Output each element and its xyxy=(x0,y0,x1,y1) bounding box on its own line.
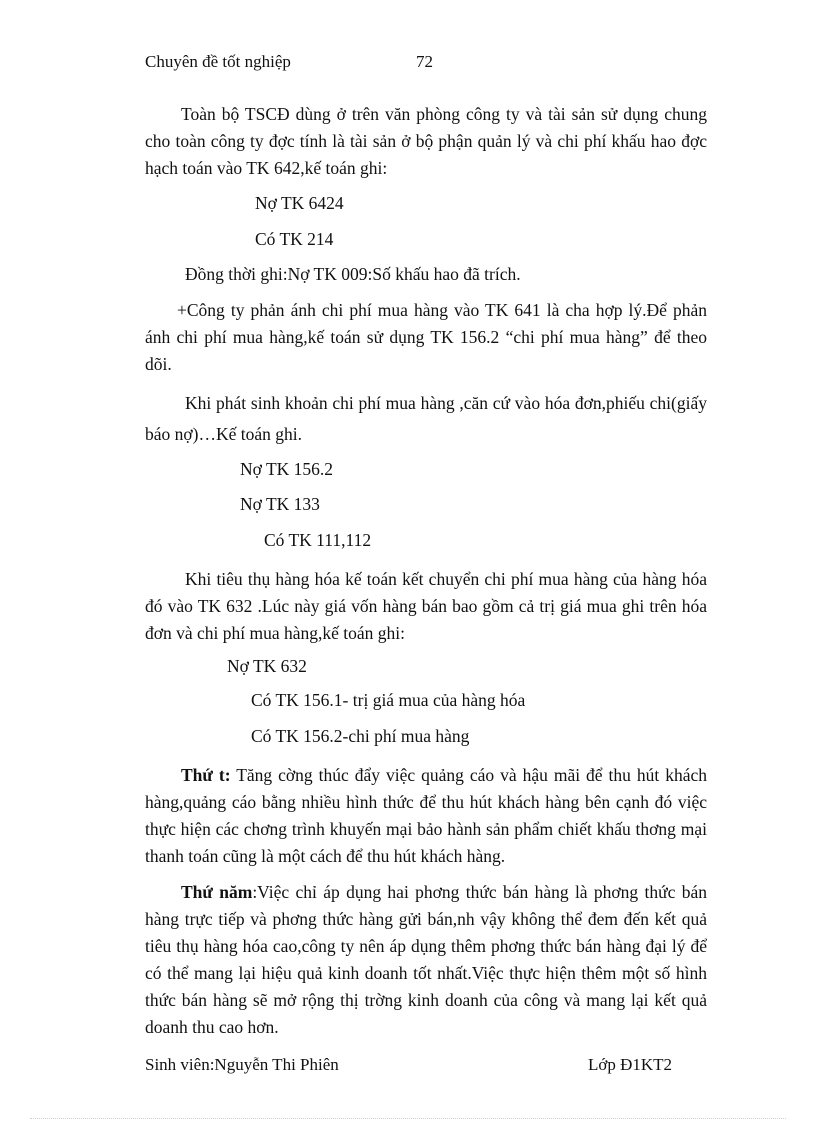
paragraph-text: Toàn bộ TSCĐ dùng ở trên văn phòng công ty và tài sản sử dụng chung cho toàn công ty đợc tính là tài sản ở bộ phận quản lý và chi phí khấu hao đợc hạch toán vào TK 642,kế toán ghi: xyxy=(145,104,707,178)
paragraph-text xyxy=(145,762,707,870)
paragraph-cong-ty xyxy=(145,297,707,378)
paragraph-text xyxy=(145,879,707,1041)
paragraph-label: Thứ năm xyxy=(181,882,253,902)
entry-credit-111-112: Có TK 111,112 xyxy=(264,530,372,550)
paragraph-thu-nam xyxy=(145,879,707,1041)
footer-class: Lớp Đ1KT2 xyxy=(588,1055,673,1074)
entry-debit-632: Nợ TK 632 xyxy=(227,656,307,676)
paragraph-khi-tieu-thu xyxy=(145,566,707,647)
page-number: 72 xyxy=(416,52,433,71)
paragraph-khi-phat-sinh xyxy=(145,388,707,450)
page-bottom-border xyxy=(30,1118,786,1119)
paragraph-thu-tu xyxy=(145,762,707,870)
footer-student: Sinh viên:Nguyễn Thi Phiên xyxy=(145,1055,339,1074)
paragraph-label: Thứ t: xyxy=(181,765,231,785)
paragraph-dong-thoi: Đồng thời ghi:Nợ TK 009:Số khấu hao đã trích. xyxy=(185,264,521,284)
entry-debit-133: Nợ TK 133 xyxy=(240,494,320,514)
entry-credit-214: Có TK 214 xyxy=(255,229,334,249)
entry-debit-6424: Nợ TK 6424 xyxy=(255,193,344,213)
paragraph-body: Tăng cờng thúc đẩy việc quảng cáo và hậu mãi để thu hút khách hàng,quảng cáo bằng nhiều hình thức để thu hút khách hàng bên cạnh đó việc thực hiện các chơng trình khuyến mại bảo hành sản phẩm chiết khấu thơng mại thanh toán cũng là một cách để thu hút khách hàng. xyxy=(145,765,708,866)
header-title: Chuyên đề tốt nghiệp xyxy=(145,52,291,71)
entry-credit-1562: Có TK 156.2-chi phí mua hàng xyxy=(251,726,470,746)
paragraph-tscd xyxy=(145,101,707,182)
entry-credit-1561: Có TK 156.1- trị giá mua của hàng hóa xyxy=(251,690,526,710)
paragraph-body: :Việc chỉ áp dụng hai phơng thức bán hàng là phơng thức bán hàng trực tiếp và phơng thức hàng gửi bán,nh vậy không thể đem đến kết quả tiêu thụ hàng hóa cao,công ty nên áp dụng thêm phơng thức bán hàng đại lý để có thể mang lại hiệu quả kinh doanh tốt nhất.Việc thực hiện thêm một số hình thức bán hàng sẽ mở rộng thị trờng kinh doanh của công và mang lại kết quả doanh thu cao hơn. xyxy=(145,882,707,1037)
paragraph-text: +Công ty phản ánh chi phí mua hàng vào TK 641 là cha hợp lý.Để phản ánh chi phí mua hàng,kế toán sử dụng TK 156.2 “chi phí mua hàng” để theo dõi. xyxy=(145,300,707,374)
paragraph-text: Khi phát sinh khoản chi phí mua hàng ,căn cứ vào hóa đơn,phiếu chi(giấy báo nợ)…Kế toán ghi. xyxy=(145,393,707,444)
entry-debit-1562: Nợ TK 156.2 xyxy=(240,459,334,479)
paragraph-text: Khi tiêu thụ hàng hóa kế toán kết chuyển chi phí mua hàng của hàng hóa đó vào TK 632 .Lúc này giá vốn hàng bán bao gồm cả trị giá mua ghi trên hóa đơn và chi phí mua hàng,kế toán ghi: xyxy=(145,569,707,643)
